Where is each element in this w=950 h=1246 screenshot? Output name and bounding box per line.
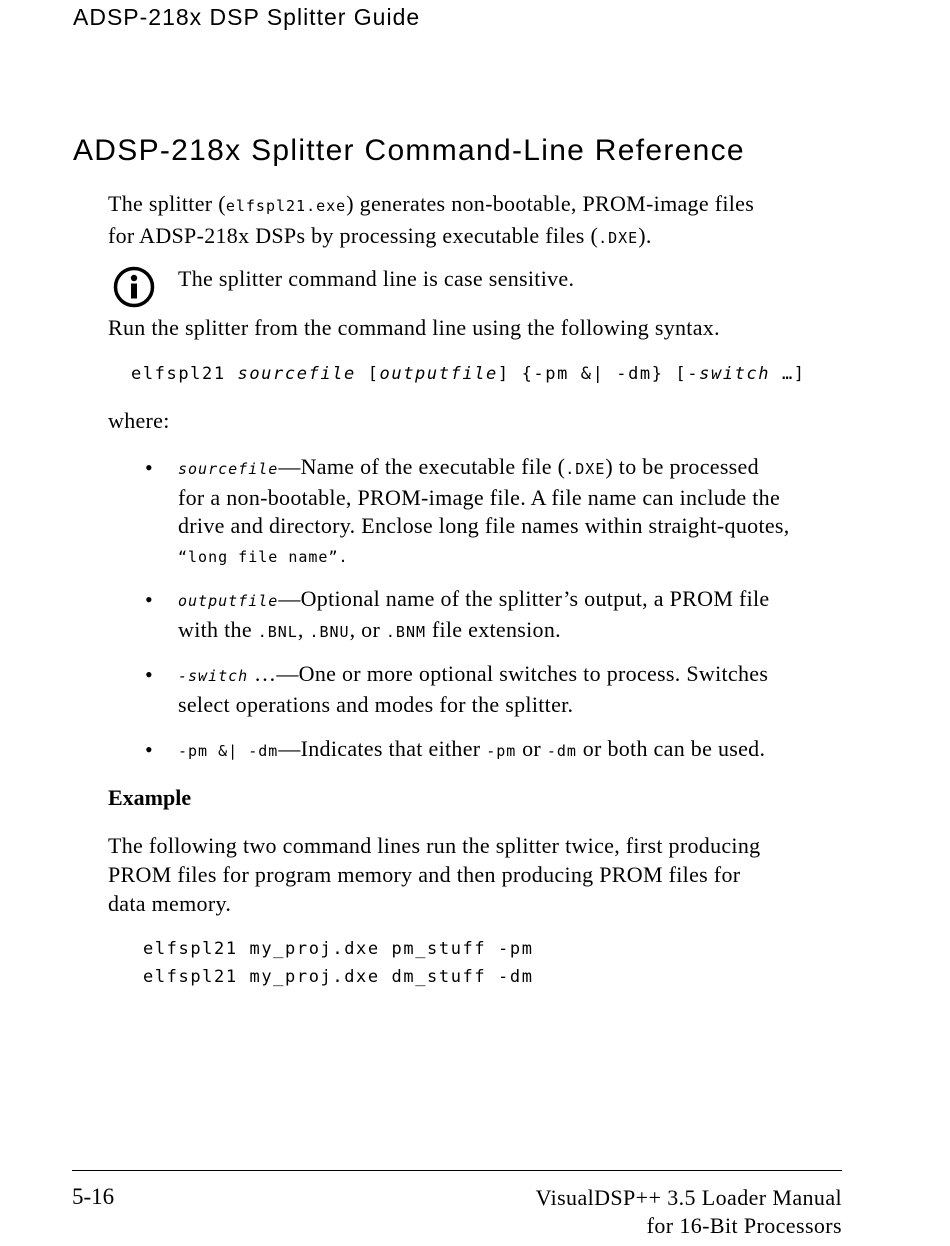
pm-code: -pm: [486, 742, 517, 760]
example-code-line-2: elfspl21 my_proj.dxe dm_stuff -dm: [143, 967, 534, 987]
term-pm-dm: -pm &| -dm: [178, 742, 279, 760]
syntax-part: ] {-pm &| -dm} [-: [497, 364, 700, 384]
intro-text: for ADSP-218x DSPs by processing executable files (: [108, 223, 599, 248]
running-head: ADSP-218x DSP Splitter Guide: [73, 4, 421, 30]
dxe-code: .DXE: [598, 229, 639, 247]
example-text: PROM files for program memory and then producing PROM files for: [108, 862, 741, 887]
term-outputfile: outputfile: [178, 592, 279, 610]
bullet-text: , or: [349, 616, 386, 642]
bullet-text: —One or more optional switches to process. Switches: [276, 661, 769, 686]
bullet-outputfile: [178, 585, 858, 646]
bullet-text: with the: [178, 616, 258, 642]
syntax-outputfile: outputfile: [379, 364, 498, 384]
manual-title-line: VisualDSP++ 3.5 Loader Manual: [535, 1185, 842, 1210]
long-file-name-code: “long file name”.: [178, 547, 349, 566]
bullet-text: drive and directory. Enclose long file names within straight-quotes,: [178, 513, 790, 538]
syntax-part: [: [355, 364, 380, 384]
bullet-text: —Indicates that either: [278, 736, 487, 761]
where-label: where:: [108, 408, 170, 433]
note-text: The splitter command line is case sensitive.: [178, 266, 575, 291]
term-sourcefile: sourcefile: [178, 460, 279, 478]
bullet-text: select operations and modes for the splitter.: [178, 691, 574, 717]
bullet-pm-dm: [178, 735, 858, 766]
syntax-sourcefile: sourcefile: [237, 364, 356, 384]
bullet-text: file extension.: [426, 616, 561, 642]
bullet-dot: •: [145, 587, 153, 612]
example-heading: Example: [108, 785, 192, 810]
bullet-text: or: [516, 736, 547, 761]
run-text: Run the splitter from the command line using the following syntax.: [108, 315, 720, 340]
info-icon: [113, 266, 155, 308]
bullet-text: …: [248, 661, 277, 686]
bnu-code: .BNU: [309, 622, 350, 641]
bullet-sourcefile: [178, 453, 858, 571]
bnl-code: .BNL: [257, 622, 298, 641]
footer-manual-title: [536, 1184, 842, 1240]
intro-text: ) generates non-bootable, PROM-image files: [346, 191, 755, 216]
dxe-code: .DXE: [565, 460, 606, 478]
footer-divider: [72, 1170, 842, 1171]
syntax-part: …]: [770, 364, 806, 384]
example-code-line-1: elfspl21 my_proj.dxe pm_stuff -pm: [143, 939, 534, 959]
dm-code: -dm: [546, 742, 577, 760]
bullet-text: ) to be processed: [605, 454, 759, 479]
syntax-switch: switch: [699, 364, 771, 384]
example-text: The following two command lines run the splitter twice, first producing: [108, 833, 761, 858]
bullet-text: —Name of the executable file (: [278, 454, 566, 479]
bullet-dot: •: [145, 737, 153, 762]
bullet-text: —Optional name of the splitter’s output, a PROM file: [278, 586, 770, 611]
bullet-dot: •: [145, 662, 153, 687]
section-title: ADSP-218x Splitter Command-Line Reference: [73, 134, 745, 167]
bullet-text: ,: [297, 616, 310, 642]
bullet-dot: •: [145, 455, 153, 480]
intro-text: ).: [638, 223, 652, 248]
example-paragraph: [108, 831, 760, 918]
page-number: 5-16: [72, 1184, 115, 1209]
term-switch: -switch: [178, 667, 249, 685]
bullet-switch: [178, 660, 858, 719]
bnm-code: .BNM: [385, 622, 427, 641]
manual-subtitle-line: for 16-Bit Processors: [646, 1213, 842, 1238]
intro-text: The splitter (: [108, 191, 226, 216]
syntax-line: [131, 364, 806, 384]
syntax-part: elfspl21: [131, 364, 238, 384]
bullet-text: for a non-bootable, PROM-image file. A file name can include the: [178, 484, 781, 510]
splitter-exe-code: elfspl21.exe: [225, 197, 347, 215]
intro-paragraph: [108, 189, 754, 253]
example-text: data memory.: [108, 891, 232, 916]
bullet-text: or both can be used.: [576, 736, 766, 761]
